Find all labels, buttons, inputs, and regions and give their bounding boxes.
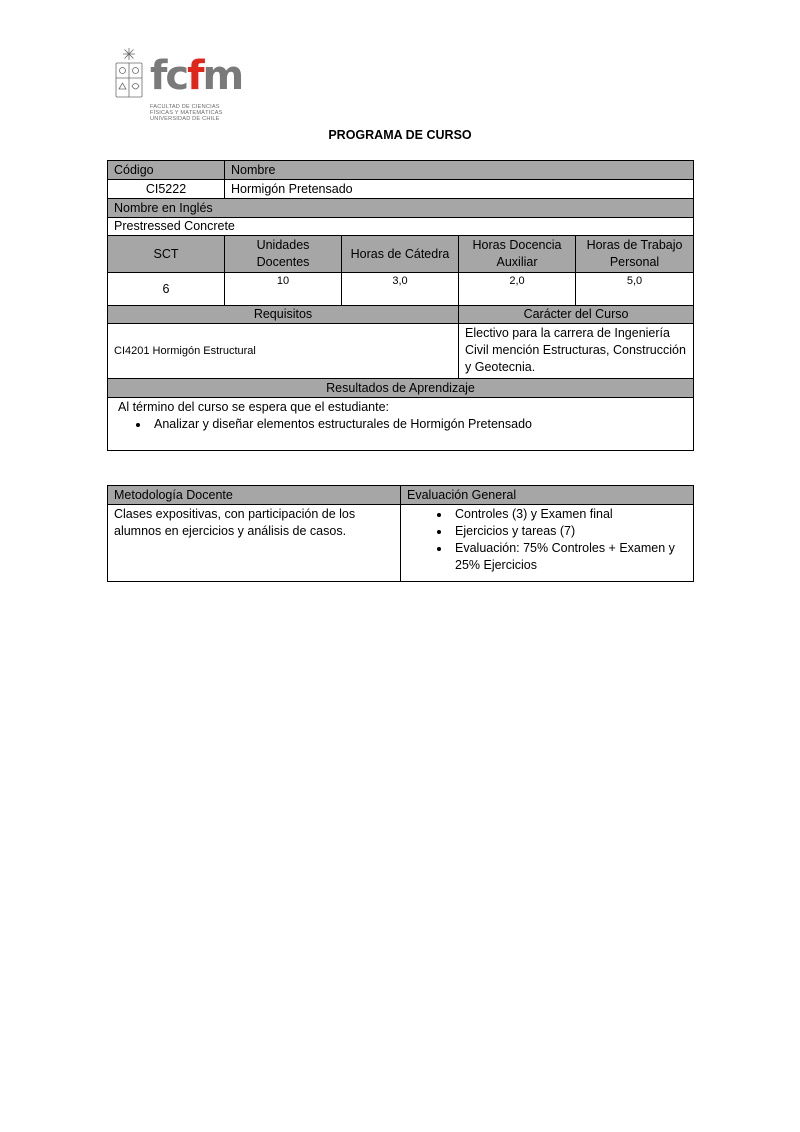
english-name-label: Nombre en Inglés [108,199,694,218]
units-value: 10 [225,273,342,306]
outcomes-cell [108,398,694,451]
hours-personal-label: Horas de Trabajo Personal [576,236,694,273]
requirements-value: CI4201 Hormigón Estructural [108,324,459,379]
character-value: Electivo para la carrera de Ingeniería Civil mención Estructuras, Construcción y Geotecnia. [459,324,694,379]
units-label: Unidades Docentes [225,236,342,273]
list-item: • Controles (3) y Examen final [451,506,687,523]
fcfm-logo [112,46,242,130]
requirements-label: Requisitos [108,306,459,324]
hours-personal-value: 5,0 [576,273,694,306]
evaluation-label: Evaluación General [401,486,694,505]
name-label: Nombre [225,161,694,180]
code-label: Código [108,161,225,180]
sct-value: 6 [108,273,225,306]
page-title: PROGRAMA DE CURSO [328,128,472,142]
course-info-table [107,160,694,451]
faculty-name: FACULTAD DE CIENCIAS FÍSICAS Y MATEMÁTICAS UNIVERSIDAD DE CHILE [150,104,223,123]
methodology-label: Metodología Docente [108,486,401,505]
hours-chair-value: 3,0 [342,273,459,306]
course-name: Hormigón Pretensado [225,180,694,199]
list-item: • Evaluación: 75% Controles + Examen y 25% Ejercicios [451,540,687,574]
sct-label: SCT [108,236,225,273]
hours-aux-label: Horas Docencia Auxiliar [459,236,576,273]
hours-chair-label: Horas de Cátedra [342,236,459,273]
course-code: CI5222 [108,180,225,199]
evaluation-list [401,505,694,582]
outcomes-intro: Al término del curso se espera que el estudiante: [118,400,389,414]
university-seal-icon [112,46,146,100]
english-name: Prestressed Concrete [108,218,694,236]
methodology-text: Clases expositivas, con participación de los alumnos en ejercicios y análisis de casos. [108,505,401,582]
hours-aux-value: 2,0 [459,273,576,306]
list-item: • Ejercicios y tareas (7) [451,523,687,540]
list-item: • Analizar y diseñar elementos estructurales de Hormigón Pretensado [150,416,683,433]
character-label: Carácter del Curso [459,306,694,324]
methodology-table [107,485,694,582]
outcomes-label: Resultados de Aprendizaje [108,379,694,398]
fcfm-wordmark: fcfm [150,53,243,99]
